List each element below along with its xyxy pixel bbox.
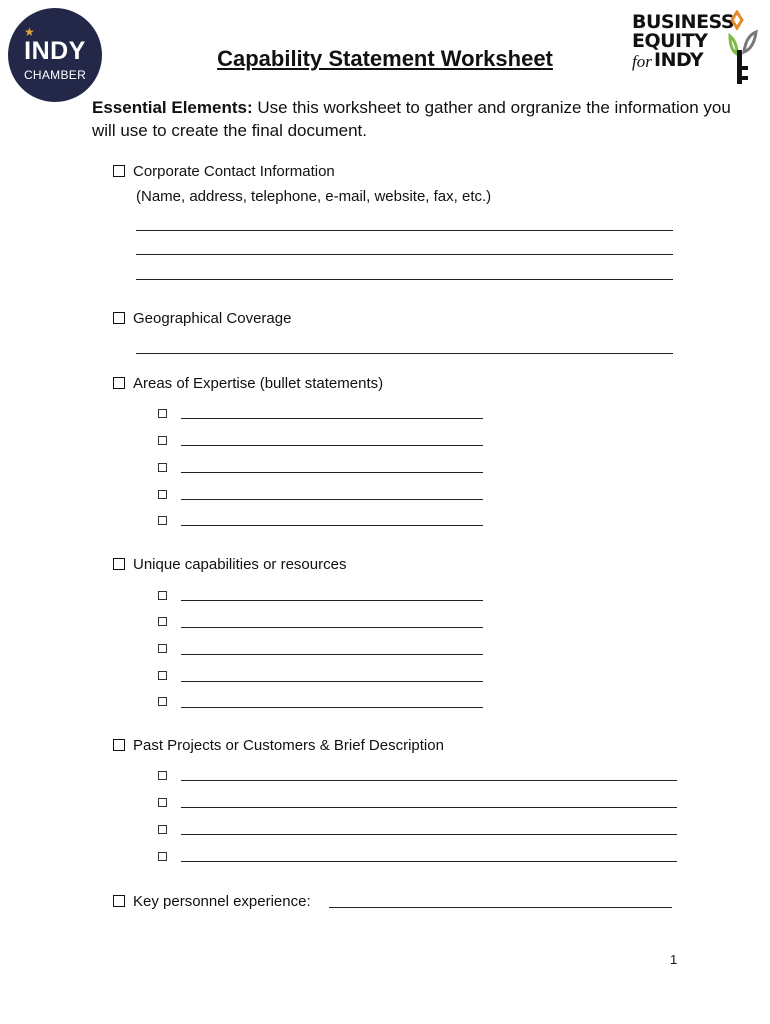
bullet-checkbox[interactable] — [158, 591, 167, 600]
checkbox[interactable] — [113, 558, 125, 570]
intro-label: Essential Elements: — [92, 98, 253, 117]
checkbox[interactable] — [113, 895, 125, 907]
expertise-section — [113, 375, 383, 393]
contact-line-3[interactable] — [136, 279, 673, 280]
unique-section — [113, 556, 346, 574]
contact-line-2[interactable] — [136, 254, 673, 255]
projects-section — [113, 737, 444, 755]
geo-section — [113, 310, 291, 328]
expertise-line[interactable] — [181, 499, 483, 500]
page-number: 1 — [670, 952, 678, 967]
bullet-checkbox[interactable] — [158, 516, 167, 525]
geo-line[interactable] — [136, 353, 673, 354]
star-icon: ★ — [24, 25, 35, 39]
business-equity-logo-line3: INDY — [654, 49, 704, 71]
bullet-checkbox[interactable] — [158, 671, 167, 680]
bullet-checkbox[interactable] — [158, 436, 167, 445]
expertise-line[interactable] — [181, 445, 483, 446]
expertise-line[interactable] — [181, 525, 483, 526]
indy-chamber-logo-bottom: CHAMBER — [23, 68, 87, 82]
page-title: Capability Statement Worksheet — [217, 46, 553, 71]
bullet-checkbox[interactable] — [158, 463, 167, 472]
contact-note: (Name, address, telephone, e-mail, website, fax, etc.) — [136, 188, 492, 205]
bullet-checkbox[interactable] — [158, 825, 167, 834]
contact-label: Corporate Contact Information — [133, 163, 335, 180]
unique-line[interactable] — [181, 654, 483, 655]
unique-label: Unique capabilities or resources — [133, 556, 347, 573]
bullet-checkbox[interactable] — [158, 852, 167, 861]
intro-paragraph — [92, 96, 742, 142]
projects-line[interactable] — [181, 834, 677, 835]
bullet-checkbox[interactable] — [158, 617, 167, 626]
geo-label: Geographical Coverage — [133, 310, 292, 327]
unique-line[interactable] — [181, 681, 483, 682]
projects-line[interactable] — [181, 807, 677, 808]
business-equity-logo-line2: EQUITY — [632, 30, 708, 52]
indy-chamber-logo-top: INDY — [24, 37, 86, 65]
projects-label: Past Projects or Customers & Brief Description — [133, 737, 444, 754]
bullet-checkbox[interactable] — [158, 644, 167, 653]
expertise-label: Areas of Expertise (bullet statements) — [133, 375, 384, 392]
checkbox[interactable] — [113, 739, 125, 751]
expertise-line[interactable] — [181, 472, 483, 473]
bullet-checkbox[interactable] — [158, 798, 167, 807]
intro-text: Use this worksheet to gather and orgranize the information you will use to create the final document. — [92, 98, 731, 140]
contact-line-1[interactable] — [136, 230, 673, 231]
checkbox[interactable] — [113, 377, 125, 389]
checkbox[interactable] — [113, 165, 125, 177]
checkbox[interactable] — [113, 312, 125, 324]
unique-line[interactable] — [181, 627, 483, 628]
bullet-checkbox[interactable] — [158, 490, 167, 499]
projects-line[interactable] — [181, 780, 677, 781]
business-equity-logo-line1: BUSINESS — [632, 11, 735, 33]
unique-line[interactable] — [181, 707, 483, 708]
bullet-checkbox[interactable] — [158, 697, 167, 706]
bullet-checkbox[interactable] — [158, 409, 167, 418]
personnel-line[interactable] — [329, 907, 672, 908]
expertise-line[interactable] — [181, 418, 483, 419]
personnel-section — [113, 893, 311, 911]
projects-line[interactable] — [181, 861, 677, 862]
unique-line[interactable] — [181, 600, 483, 601]
bullet-checkbox[interactable] — [158, 771, 167, 780]
personnel-label: Key personnel experience: — [133, 893, 311, 910]
business-equity-logo-for: for — [632, 52, 652, 71]
contact-section — [113, 163, 335, 181]
